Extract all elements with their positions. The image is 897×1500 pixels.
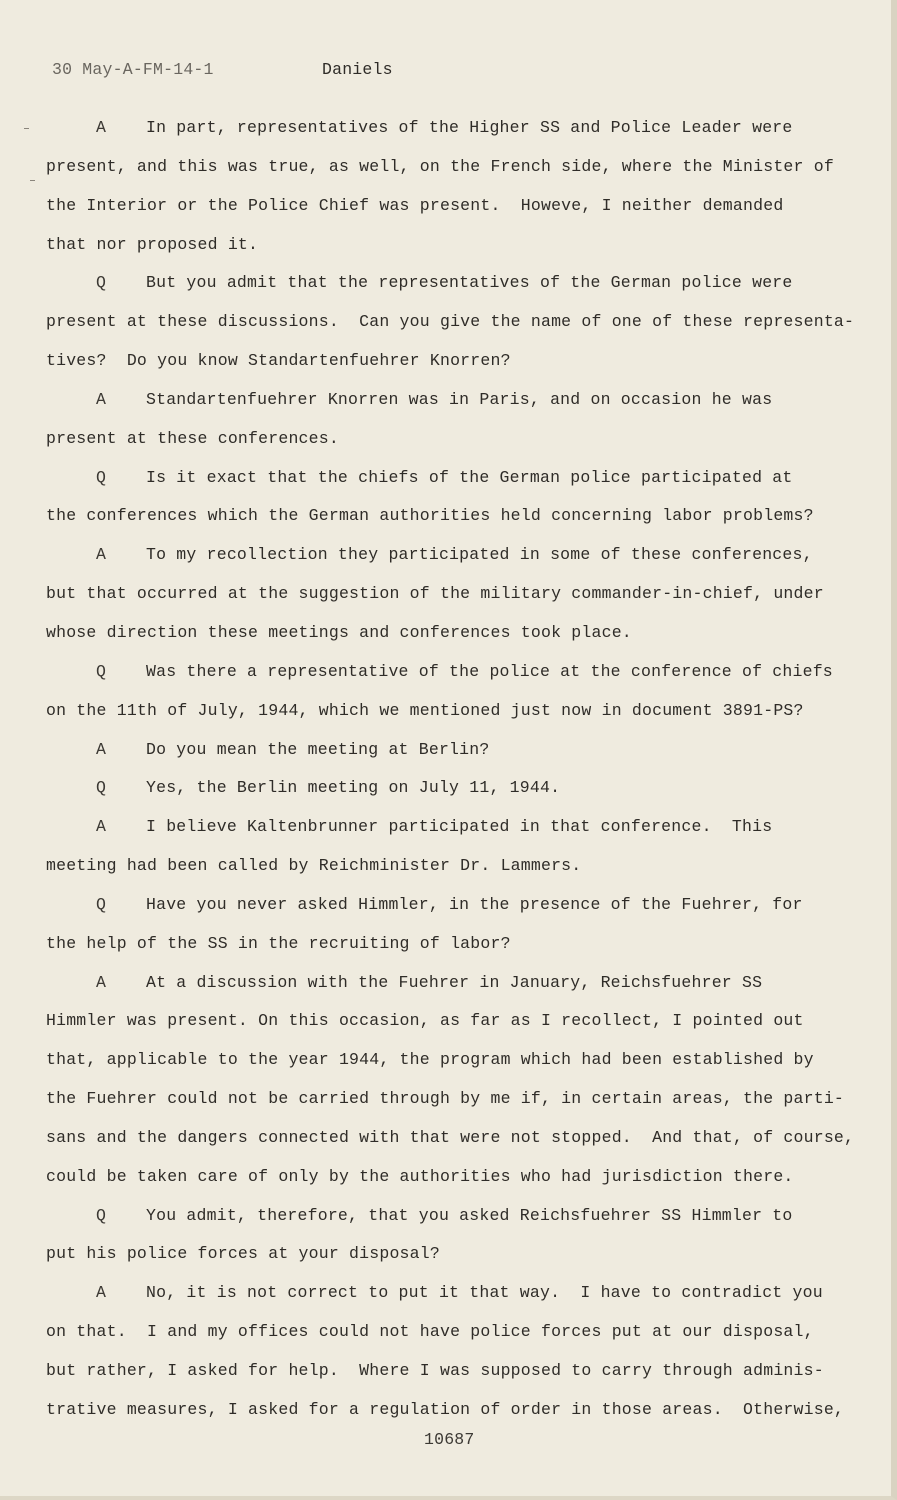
transcript-line — [46, 1125, 855, 1164]
line-text: whose direction these meetings and conferences took place. — [46, 622, 632, 642]
line-text: the Interior or the Police Chief was present. Howeve, I neither demanded — [46, 195, 784, 215]
speaker-label: A — [96, 545, 107, 565]
transcript-line — [46, 620, 821, 659]
transcript-line — [46, 1086, 845, 1125]
transcript-line — [46, 1203, 821, 1242]
transcript-line — [46, 1319, 821, 1358]
speaker-label: Q — [96, 778, 107, 798]
line-text: on the 11th of July, 1944, which we mentioned just now in document 3891-PS? — [46, 700, 804, 720]
transcript-line — [46, 348, 821, 387]
transcript-line — [46, 737, 821, 776]
speaker-label: Q — [96, 1205, 107, 1225]
line-text: I believe Kaltenbrunner participated in that conference. This — [146, 817, 773, 837]
header-name: Daniels — [322, 60, 393, 79]
transcript-line — [46, 115, 821, 154]
margin-mark — [24, 128, 29, 129]
transcript-line — [46, 698, 821, 737]
line-text: present at these conferences. — [46, 428, 339, 448]
speaker-label: Q — [96, 661, 107, 681]
transcript-line — [46, 775, 821, 814]
page-number: 10687 — [424, 1430, 475, 1449]
transcript-line — [46, 1358, 824, 1397]
line-text: put his police forces at your disposal? — [46, 1244, 440, 1264]
line-text: Yes, the Berlin meeting on July 11, 1944. — [146, 778, 561, 798]
transcript-line — [46, 970, 821, 1009]
transcript-body — [46, 115, 855, 1436]
line-text: present at these discussions. Can you give the name of one of these representa- — [46, 312, 855, 332]
line-text: But you admit that the representatives of the German police were — [146, 273, 793, 293]
line-text: To my recollection they participated in some of these conferences, — [146, 545, 813, 565]
line-text: that nor proposed it. — [46, 234, 259, 254]
transcript-line — [46, 1008, 821, 1047]
line-text: Is it exact that the chiefs of the German police participated at — [146, 467, 793, 487]
speaker-label: A — [96, 389, 107, 409]
speaker-label: Q — [96, 894, 107, 914]
line-text: tives? Do you know Standartenfuehrer Knorren? — [46, 351, 511, 371]
transcript-line — [46, 931, 821, 970]
transcript-line — [46, 853, 821, 892]
transcript-line — [46, 193, 821, 232]
line-text: sans and the dangers connected with that were not stopped. And that, of course, — [46, 1127, 855, 1147]
transcript-line — [46, 1047, 821, 1086]
line-text: the Fuehrer could not be carried through by me if, in certain areas, the parti- — [46, 1089, 845, 1109]
line-text: but rather, I asked for help. Where I was supposed to carry through adminis- — [46, 1361, 824, 1380]
transcript-line — [46, 1164, 821, 1203]
speaker-label: A — [96, 739, 107, 759]
transcript-line — [46, 232, 821, 271]
line-text: could be taken care of only by the authorities who had jurisdiction there. — [46, 1166, 794, 1186]
line-text: Do you mean the meeting at Berlin? — [146, 739, 490, 759]
line-text: Was there a representative of the police at the conference of chiefs — [146, 661, 833, 681]
line-text: present, and this was true, as well, on the French side, where the Minister of — [46, 156, 834, 176]
speaker-label: Q — [96, 273, 107, 293]
transcript-line — [46, 659, 833, 698]
transcript-line — [46, 1280, 821, 1319]
transcript-line — [46, 581, 824, 620]
transcript-line — [46, 387, 821, 426]
line-text: Have you never asked Himmler, in the presence of the Fuehrer, for — [146, 894, 803, 914]
margin-mark — [30, 180, 35, 181]
speaker-label: A — [96, 972, 107, 992]
line-text: In part, representatives of the Higher SS and Police Leader were — [146, 118, 793, 137]
line-text: No, it is not correct to put it that way. I have to contradict you — [146, 1283, 823, 1303]
header-reference: 30 May-A-FM-14-1 — [52, 60, 214, 79]
transcript-line — [46, 270, 821, 309]
speaker-label: A — [96, 817, 107, 837]
speaker-label: Q — [96, 467, 107, 487]
line-text: meeting had been called by Reichminister Dr. Lammers. — [46, 856, 582, 876]
speaker-label: A — [96, 1283, 107, 1303]
transcript-line — [46, 426, 821, 465]
line-text: Himmler was present. On this occasion, as far as I recollect, I pointed out — [46, 1011, 804, 1031]
speaker-label: A — [96, 118, 107, 137]
line-text: Standartenfuehrer Knorren was in Paris, and on occasion he was — [146, 389, 773, 409]
transcript-line — [46, 892, 821, 931]
line-text: the help of the SS in the recruiting of labor? — [46, 933, 511, 953]
transcript-line — [46, 542, 821, 581]
transcript-line — [46, 465, 821, 504]
line-text: the conferences which the German authorities held concerning labor problems? — [46, 506, 814, 526]
line-text: At a discussion with the Fuehrer in January, Reichsfuehrer SS — [146, 972, 763, 992]
line-text: that, applicable to the year 1944, the program which had been established by — [46, 1050, 814, 1070]
transcript-line — [46, 309, 855, 348]
transcript-line — [46, 814, 821, 853]
transcript-line — [46, 154, 834, 193]
transcript-line — [46, 503, 821, 542]
line-text: on that. I and my offices could not have police forces put at our disposal, — [46, 1322, 814, 1342]
line-text: trative measures, I asked for a regulation of order in those areas. Otherwise, — [46, 1399, 845, 1419]
transcript-line — [46, 1241, 821, 1280]
line-text: but that occurred at the suggestion of the military commander-in-chief, under — [46, 584, 824, 604]
line-text: You admit, therefore, that you asked Reichsfuehrer SS Himmler to — [146, 1205, 793, 1225]
